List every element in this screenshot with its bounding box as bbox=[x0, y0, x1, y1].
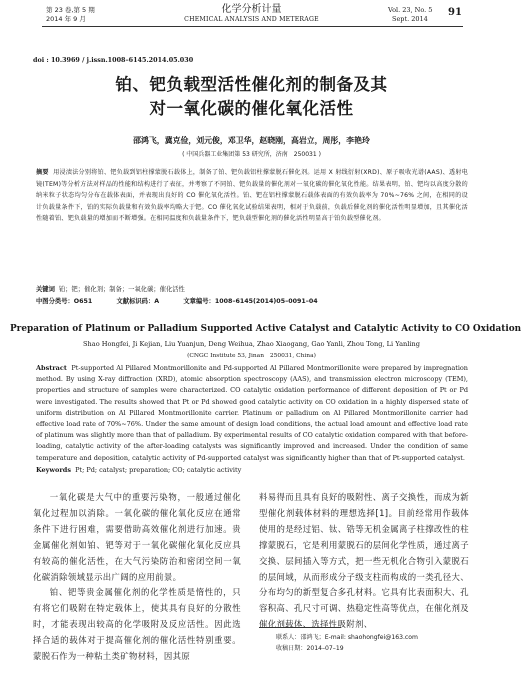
header-volume-en: Vol. 23, No. 5 bbox=[388, 6, 433, 14]
header-rule bbox=[42, 26, 463, 27]
abstract-en-label: Abstract bbox=[36, 364, 67, 372]
paragraph-intro: 一氧化碳是大气中的重要污染物，一般通过催化氧化过程加以消除。一氧化碳的催化氧化反应在通常条件下进行困难，需要借助高效催化剂进行加速。贵金属催化剂如铂、钯等对于一氧化碳催化氧化反应具有较高的催化活性，在大气污染防治和密闭空间一氧化碳消除领域显示出广阔的应用前景。 bbox=[33, 492, 241, 582]
paragraph-montmorillonite: 料易得而且具有良好的吸附性、离子交换性，而成为新型催化剂载体材料的理想选择[1]。目前经常用作载体使用的是经过铝、钛、锆等无机金属离子柱撑改性的柱撑蒙脱石，它是利用蒙脱石的层间化学性质，通过离子交换、层间插入等方式，把一些无机化合物引入蒙脱石的层间域，从而形成分子级支柱而构成的一类孔径大、分布均匀的新型复合多孔材料。它具有比表面积大、孔容积高、孔尺寸可调、热稳定性高等优点，在催化剂及催化剂载体、选择性吸附剂、 bbox=[259, 492, 469, 630]
header-date-cn: 2014 年 9 月 bbox=[46, 15, 86, 23]
footnote-rule bbox=[259, 627, 341, 628]
keywords-en-label: Keywords bbox=[36, 466, 71, 474]
affiliation-cn: ( 中国兵器工业集团第 53 研究所，济南 250031 ) bbox=[182, 151, 321, 158]
keywords-en bbox=[36, 466, 241, 475]
keywords-en-text: Pt; Pd; catalyst; preparation; CO; catalytic activity bbox=[75, 466, 242, 474]
header-volume-cn: 第 23 卷,第 5 期 bbox=[46, 6, 95, 14]
abstract-cn bbox=[36, 167, 468, 284]
authors-cn: 邵鸿飞，冀克俭，刘元俊，邓卫华，赵晓刚，高岩立，周彤，李艳玲 bbox=[133, 136, 370, 145]
article-number: 文章编号：1008–6145(2014)05–0091–04 bbox=[183, 298, 318, 305]
keywords-cn-label: 关键词 bbox=[36, 286, 55, 293]
authors-en: Shao Hongfei, Ji Kejian, Liu Yuanjun, Deng Weihua, Zhao Xiaogang, Gao Yanli, Zhou Tong, Li Yanling bbox=[83, 340, 420, 348]
clc-number: 中图分类号：O651 bbox=[36, 298, 93, 305]
footnote-author: 联系人：邵鸿飞；E-mail: shaohongfei@163.com bbox=[276, 634, 418, 641]
title-en: Preparation of Platinum or Palladium Supported Active Catalyst and Catalytic Activity to CO Oxidation bbox=[10, 324, 521, 334]
title-cn-line2: 对一氧化碳的催化氧化活性 bbox=[149, 99, 354, 118]
header-journal-cn: 化学分析计量 bbox=[221, 4, 282, 15]
abstract-cn-text: 用浸渍法分别将铂、钯负载到铝柱撑蒙脱石载体上，制备了铂、钯负载铝柱撑蒙脱石催化剂。运用 X 射线衍射(XRD)、原子吸收光谱(AAS)、透射电镜(TEM)等分析方法对样品的性能和结构进行了表征，并考察了不同铂、钯负载量的催化剂对一氧化碳的催化氧化性能。结果表明，铂、钯均以高度分散的纳米粒子状态均匀分布在载体表面，并表现出良好的 CO 催化氧化活性。铂、钯在铝柱撑蒙脱石载体表面的有效负载率为 70%~76% 之间，在相同的设计负载量条件下，铂的实际负载量和有效负载率均略大于钯。CO 催化氧化试验结果表明，相对于负载前，负载后催化剂的催化活性明显增加，且其催化活性随着铂、钯负载量的增加而不断增强。在相同温度和负载量条件下，钯负载型催化剂的催化活性明显高于铂负载型催化剂。 bbox=[36, 169, 469, 223]
paragraph-support: 铂、钯等贵金属催化剂的化学性质是惰性的，只有将它们吸附在特定载体上，使其具有良好的分散性时，才能表现出较高的化学吸附及反应活性。因此选择合适的载体对于提高催化剂的催化活性特别重要。蒙脱石作为一种粘土类矿物材料，因其原 bbox=[33, 587, 241, 662]
body-left-column bbox=[33, 490, 241, 683]
doi: doi : 10.3969 / j.issn.1008–6145.2014.05.030 bbox=[33, 56, 194, 64]
affiliation-en: (CNGC Institute 53, Jinan 250031, China) bbox=[187, 353, 316, 359]
classification-cn bbox=[36, 297, 468, 306]
body-right-column bbox=[259, 490, 469, 630]
page-number: 91 bbox=[448, 7, 462, 18]
abstract-cn-label: 摘要 bbox=[36, 169, 49, 176]
document-code: 文献标识码：A bbox=[116, 298, 160, 305]
keywords-cn bbox=[36, 285, 185, 294]
footnote-received: 收稿日期：2014–07–19 bbox=[276, 645, 344, 652]
abstract-en-text: Pt-supported Al Pillared Montmorillonite and Pd-supported Al Pillared Montmorillonite were prepared by impregnation method. By using X-ray diffraction (XRD), atomic absorption spectroscopy (AAS), and transmission electron microscopy (TEM), properties and structure of samples were characterized. CO catalytic oxidation performance of different deposition of Pt or Pd were investigated. The results showed that Pt or Pd showed good catalytic activity on CO oxidation in a highly dispersed state of uniform distribution on Al Pillared Montmorillonite carrier. Platinum or palladium on Al Pillared Montmorillonite carrier had effective load rate of 70%~76%. Under the same amount of design load conditions, the actual load amount and effective load rate of platinum was slightly more than that of palladium. By experimental results of CO catalytic oxidation compared with that before-loading, catalytic activity of the after-loading catalysts was significantly improved and increased. Under the condition of same temperature and deposition, catalytic activity of Pd-supported catalyst was significantly higher than that of Pt-supported catalyst. bbox=[36, 364, 468, 462]
title-cn-line1: 铂、钯负载型活性催化剂的制备及其 bbox=[115, 75, 388, 94]
abstract-en bbox=[36, 363, 468, 465]
header-journal-en: CHEMICAL ANALYSIS AND METERAGE bbox=[184, 16, 319, 23]
header-date-en: Sept. 2014 bbox=[392, 15, 428, 23]
keywords-cn-text: 铂；钯；催化剂；制备；一氧化碳；催化活性 bbox=[58, 286, 185, 293]
